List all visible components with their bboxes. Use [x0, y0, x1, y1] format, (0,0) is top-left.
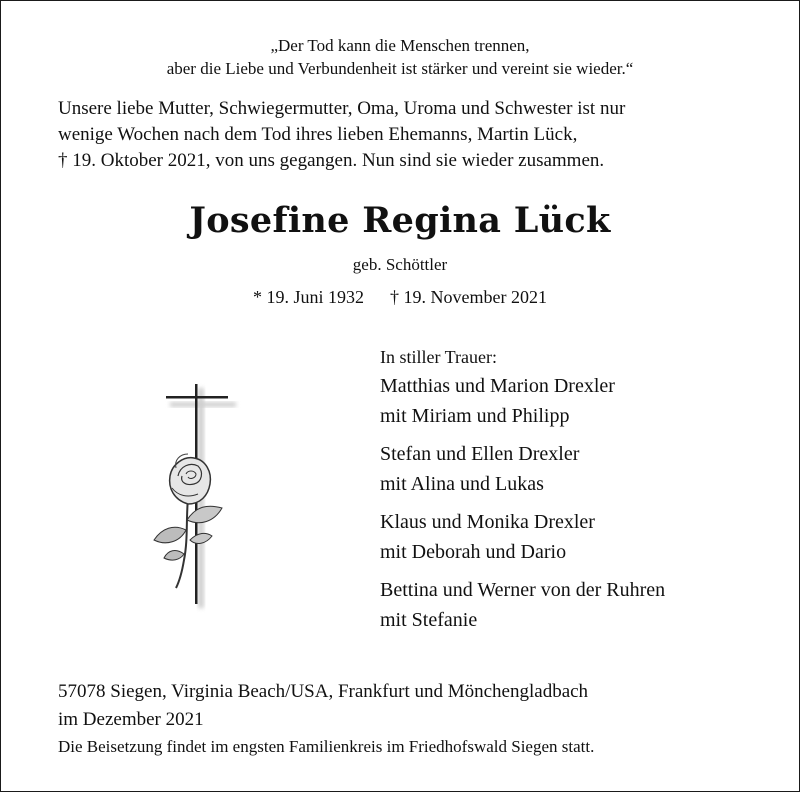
- intro-line-3: † 19. Oktober 2021, von uns gegangen. Nun sind sie wieder zusammen.: [58, 150, 605, 171]
- deceased-name: Josefine Regina Lück: [189, 200, 611, 241]
- quote-line-2: aber die Liebe und Verbundenheit ist stärker und vereint sie wieder.“: [166, 59, 634, 78]
- rose-icon: [154, 454, 222, 588]
- mourner-children: mit Deborah und Dario: [380, 541, 567, 563]
- death-date: † 19. November 2021: [390, 287, 547, 307]
- intro-text: [58, 96, 758, 174]
- mourner-group: [380, 439, 780, 499]
- quote-line-1: „Der Tod kann die Menschen trennen,: [270, 36, 530, 55]
- mourner-names: Bettina und Werner von der Ruhren: [380, 579, 666, 601]
- footer-text: [58, 678, 778, 760]
- mourners-heading: In stiller Trauer:: [380, 347, 497, 367]
- mourner-names: Matthias und Marion Drexler: [380, 375, 615, 397]
- intro-line-1: Unsere liebe Mutter, Schwiegermutter, Oma, Uroma und Schwester ist nur: [58, 98, 626, 119]
- funeral-note: Die Beisetzung findet im engsten Familienkreis im Friedhofswald Siegen statt.: [58, 737, 595, 756]
- mourners-section: [380, 345, 780, 643]
- places-line: 57078 Siegen, Virginia Beach/USA, Frankfurt und Mönchengladbach: [58, 681, 589, 702]
- cross-and-rose-illustration: [140, 380, 250, 620]
- mourner-group: [380, 507, 780, 567]
- intro-line-2: wenige Wochen nach dem Tod ihres lieben Ehemanns, Martin Lück,: [58, 124, 578, 145]
- life-dates: [0, 287, 800, 308]
- memorial-quote: [0, 34, 800, 80]
- mourner-group: [380, 575, 780, 635]
- mourner-children: mit Miriam und Philipp: [380, 405, 570, 427]
- date-line: im Dezember 2021: [58, 709, 204, 730]
- birth-name: geb. Schöttler: [352, 255, 448, 274]
- mourner-names: Stefan und Ellen Drexler: [380, 443, 580, 465]
- mourner-names: Klaus und Monika Drexler: [380, 511, 595, 533]
- mourner-children: mit Stefanie: [380, 609, 478, 631]
- birth-date: * 19. Juni 1932: [253, 287, 365, 307]
- mourner-children: mit Alina und Lukas: [380, 473, 544, 495]
- mourner-group: [380, 371, 780, 431]
